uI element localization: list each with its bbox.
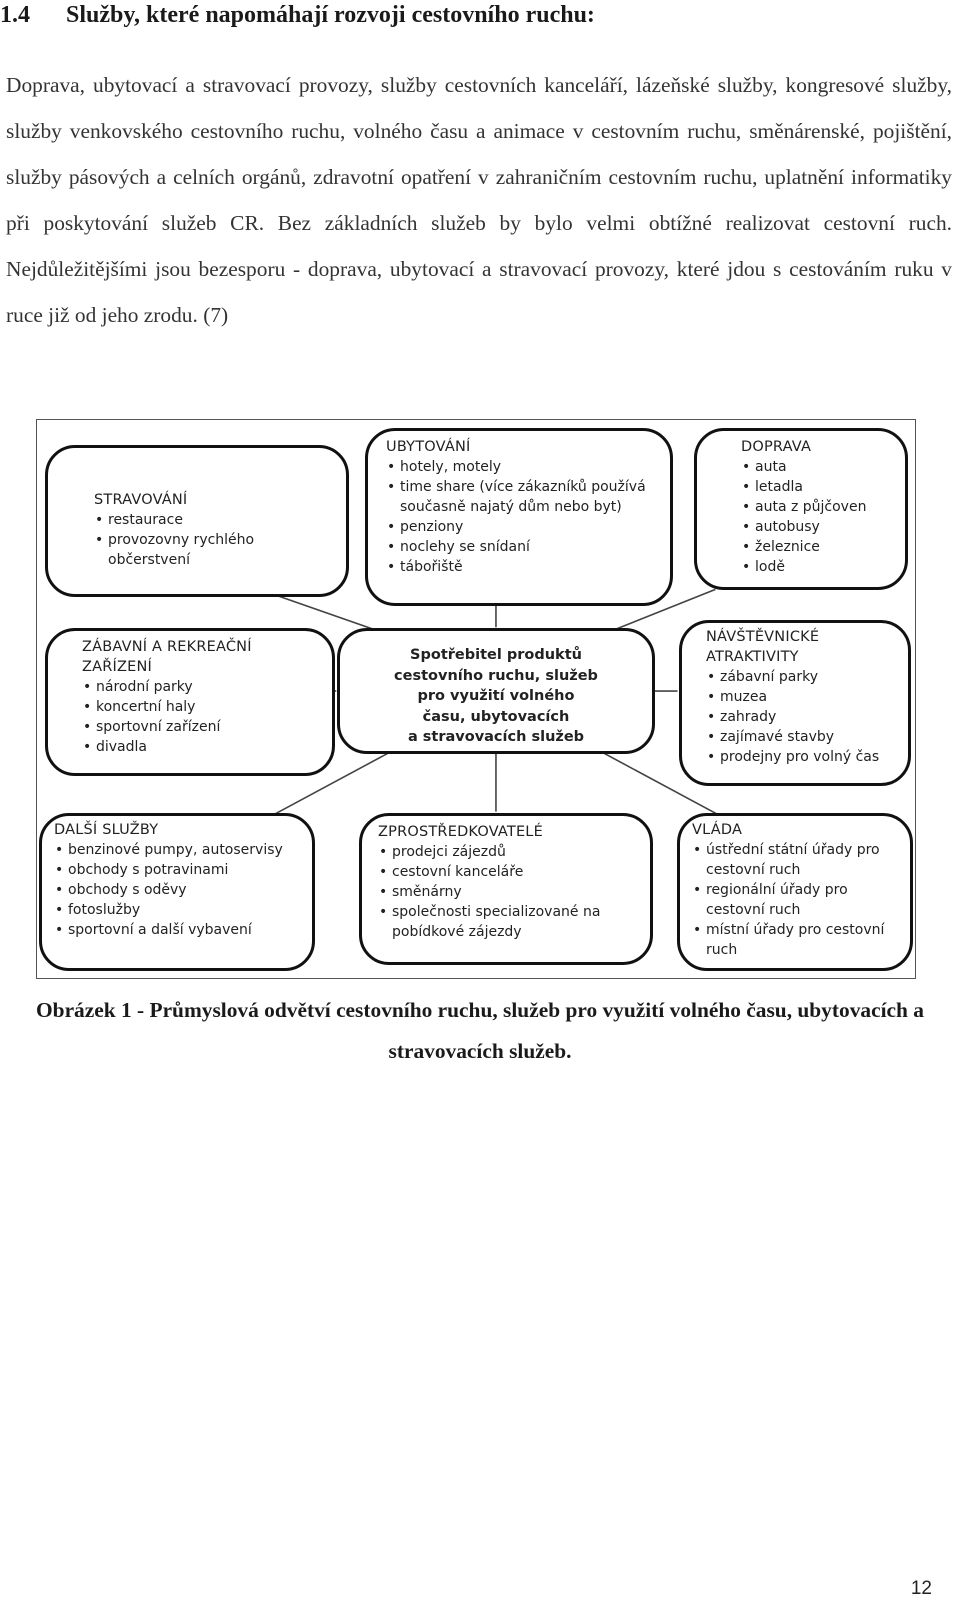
box-vlada (677, 813, 913, 971)
box-title: NÁVŠTĚVNICKÉ ATRAKTIVITY (706, 629, 820, 665)
list-item: • směnárny (378, 882, 640, 902)
list-item: • lodě (741, 557, 895, 577)
list-item: • prodejci zájezdů (378, 842, 640, 862)
list-item: • ústřední státní úřady pro cestovní ruch (692, 840, 900, 880)
box-title: ZPROSTŘEDKOVATELÉ (378, 824, 543, 840)
list-item: • time share (více zákazníků používá současně najatý dům nebo byt) (386, 477, 660, 517)
page-number: 12 (910, 1578, 932, 1599)
list-item: • obchody s potravinami (54, 860, 302, 880)
center-line: Spotřebitel produktů (410, 647, 582, 663)
list-item: • benzinové pumpy, autoservisy (54, 840, 302, 860)
list-item: • restaurace (94, 510, 336, 530)
box-navstevnicke (679, 620, 911, 786)
list-item: • zahrady (706, 707, 898, 727)
list-item: • koncertní haly (82, 697, 322, 717)
box-center-consumer (337, 628, 655, 754)
box-stravovani (45, 445, 349, 597)
list-item: • místní úřady pro cestovní ruch (692, 920, 900, 960)
box-title: DOPRAVA (741, 439, 812, 455)
list-item: • divadla (82, 737, 322, 757)
list-item: • národní parky (82, 677, 322, 697)
list-item: • sportovní zařízení (82, 717, 322, 737)
list-item: • prodejny pro volný čas (706, 747, 898, 767)
section-title: Služby, které napomáhají rozvoji cestovního ruchu: (66, 2, 595, 28)
list-item: • letadla (741, 477, 895, 497)
list-item: • zajímavé stavby (706, 727, 898, 747)
body-paragraph: Doprava, ubytovací a stravovací provozy, služby cestovních kanceláří, lázeňské služby, kongresové služby, služby venkovského cestovního ruchu, volného času a animace v cestovním ruchu, směnárenské, pojištění, služby pásových a celních orgánů, zdravotní opatření v zahraničním cestovním ruchu, uplatnění informatiky při poskytování služeb CR. Bez základních služeb by bylo velmi obtížné realizovat cestovní ruch. Nejdůležitějšími jsou bezesporu - doprava, ubytovací a stravovací provozy, které jdou s cestováním ruku v ruce již od jeho zrodu. (7) (6, 73, 952, 327)
section-number: 1.4 (0, 2, 30, 28)
list-item: • fotoslužby (54, 900, 302, 920)
box-title: ZÁBAVNÍ A REKREAČNÍ ZAŘÍZENÍ (82, 639, 252, 675)
box-dalsi-sluzby (39, 813, 315, 971)
box-title: DALŠÍ SLUŽBY (54, 822, 159, 838)
list-item: • společnosti specializované na pobídkové zájezdy (378, 902, 640, 942)
box-zabavni (45, 628, 335, 776)
figure-caption: Obrázek 1 - Průmyslová odvětví cestovního ruchu, služeb pro využití volného času, ubytovacích a stravovacích služeb. (36, 998, 924, 1063)
box-zprostredkovatele (359, 813, 653, 965)
box-ubytovani (365, 428, 673, 606)
list-item: • auta (741, 457, 895, 477)
list-item: • zábavní parky (706, 667, 898, 687)
list-item: • cestovní kanceláře (378, 862, 640, 882)
list-item: • železnice (741, 537, 895, 557)
center-line: času, ubytovacích (422, 708, 570, 725)
list-item: • obchody s oděvy (54, 880, 302, 900)
box-title: VLÁDA (692, 822, 743, 838)
list-item: • regionální úřady pro cestovní ruch (692, 880, 900, 920)
section-heading (0, 0, 960, 30)
center-line: pro využití volného (417, 688, 575, 704)
list-item: • auta z půjčoven (741, 497, 895, 517)
box-doprava (694, 428, 908, 590)
list-item: • provozovny rychlého občerstvení (94, 530, 336, 570)
list-item: • tábořiště (386, 557, 660, 577)
tourism-industry-diagram (36, 419, 916, 979)
box-title: UBYTOVÁNÍ (386, 439, 471, 455)
list-item: • noclehy se snídaní (386, 537, 660, 557)
list-item: • sportovní a další vybavení (54, 920, 302, 940)
list-item: • hotely, motely (386, 457, 660, 477)
box-title: STRAVOVÁNÍ (94, 492, 188, 508)
center-line: cestovního ruchu, služeb (394, 667, 598, 684)
list-item: • autobusy (741, 517, 895, 537)
list-item: • muzea (706, 687, 898, 707)
center-line: a stravovacích služeb (407, 729, 585, 745)
list-item: • penziony (386, 517, 660, 537)
